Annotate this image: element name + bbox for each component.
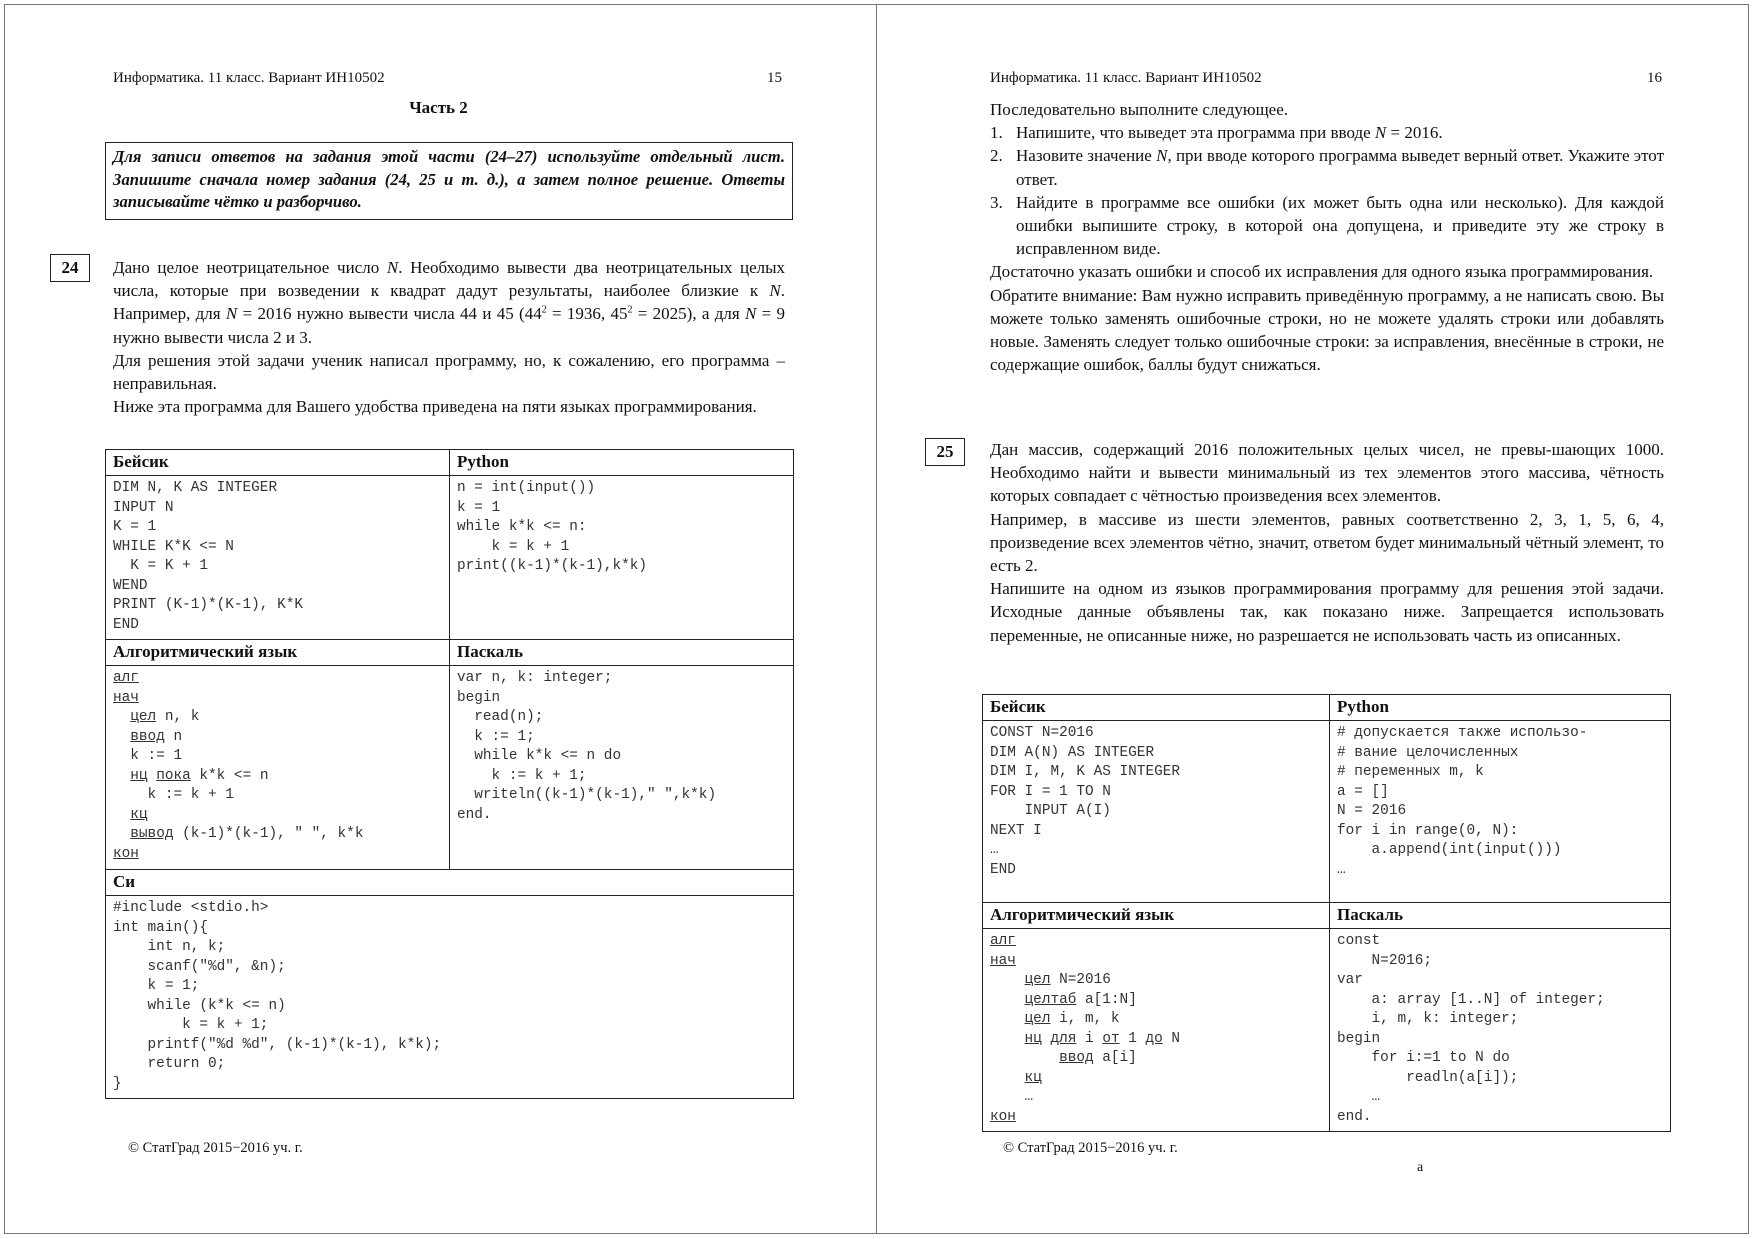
alg-code: алг нач цел N=2016 целтаб a[1:N] цел i, m, k нц для i от 1 до N ввод a[i] кц … кон [990,933,1181,1125]
page-number: 15 [767,70,782,86]
basic-code: CONST N=2016 DIM A(N) AS INTEGER DIM I, M, K AS INTEGER FOR I = 1 TO N INPUT A(I) NEXT I … END [990,725,1180,878]
page-number: 16 [1647,70,1662,86]
python-header: Python [1330,695,1671,721]
part-title: Часть 2 [409,98,468,117]
pascal-code: var n, k: integer; begin read(n); k := 1; while k*k <= n do k := k + 1; writeln((k-1)*(k-1)," ",k*k) end. [457,670,717,823]
page-right [877,0,1754,1239]
c-code: #include <stdio.h> int main(){ int n, k; scanf("%d", &n); k = 1; while (k*k <= n) k = k + 1; printf("%d %d", (k-1)*(k-1), k*k); return 0; } [113,900,442,1092]
instructions-box: Для записи ответов на задания этой части (24–27) используйте отдельный лист. Запишите сначала номер задания (24, 25 и т. д.), а затем полное решение. Ответы записывайте чётко и разборчиво. [105,142,793,220]
python-code: n = int(input()) k = 1 while k*k <= n: k = k + 1 print((k-1)*(k-1),k*k) [457,480,647,574]
alg-header: Алгоритмический язык [983,903,1330,929]
program-table-24 [105,449,794,1099]
task-25-text [990,438,1664,647]
page-footer: © СтатГрад 2015−2016 уч. г. [1003,1140,1178,1156]
task-24-statement: Дано целое неотрицательное число N. Необходимо вывести два неотрицательных целых числа, которые при возведении к квадрат дадут результаты, наиболее близкие к N. Например, для N = 2016 нужно вывести числа 44 и 45 ($44^2 = 1936$, $45^2 = 2025$), а для N = 9 нужно вывести числа 2 и 3. [113,258,786,347]
task-25-para-3: Напишите на одном из языков программирования программу для решения этой задачи. Исходные данные объявлены так, как показано ниже. Запрещается использовать переменные, не описанные ниже, но разрешается не использовать часть из описанных. [990,579,1664,645]
para-enough: Достаточно указать ошибки и способ их исправления для одного языка программирования. [990,262,1654,282]
stray-mark: a [1417,1160,1424,1175]
pascal-code: const N=2016; var a: array [1..N] of integer; i, m, k: integer; begin for i:=1 to N do readln(a[i]); … end. [1337,933,1605,1125]
list-item: 3. Найдите в программе все ошибки (их может быть одна или несколько). Для каждой ошибки выпишите строку, в которой она допущена, и приведите эту же строку в исправленном виде. [990,192,1664,259]
python-header: Python [450,450,794,476]
task-25-para-2: Например, в массиве из шести элементов, равных соответственно 2, 3, 1, 5, 6, 4, произведение всех элементов чётно, значит, ответом будет минимальный чётный элемент, то есть 2. [990,509,1664,576]
page-header: Информатика. 11 класс. Вариант ИН10502 [990,70,1262,86]
task-number-25: 25 [925,438,965,466]
alg-code: алг нач цел n, k ввод n k := 1 нц пока k*k <= n k := k + 1 кц вывод (k-1)*(k-1), " ", k*k кон [113,670,364,862]
program-table-25 [982,694,1671,1132]
c-header: Си [106,870,794,896]
task-24-para-3: Ниже эта программа для Вашего удобства приведена на пяти языках программирования. [113,397,757,417]
task-number-24: 24 [50,254,90,282]
pascal-header: Паскаль [1330,903,1671,929]
task-24-text [113,256,785,418]
steps-list [990,121,1664,260]
task-24-instructions [990,98,1664,376]
page-footer: © СтатГрад 2015−2016 уч. г. [128,1140,303,1156]
para-attention: Обратите внимание: Вам нужно исправить приведённую программу, а не написать свою. Вы можете только заменять ошибочные строки, но не можете удалять строки или добавлять новые. Заменять следует только ошибочные строки: за исправления, внесённые в строки, не содержащие ошибок, баллы будут снижаться. [990,285,1664,375]
task-24-para-2: Для решения этой задачи ученик написал программу, но, к сожалению, его программа – неправильная. [113,350,785,394]
pascal-header: Паскаль [450,640,794,666]
python-code: # допускается также использо- # вание целочисленных # переменных m, k a = [] N = 2016 for i in range(0, N): a.append(int(input())) … [1337,725,1588,878]
alg-header: Алгоритмический язык [106,640,450,666]
page-header: Информатика. 11 класс. Вариант ИН10502 [113,70,385,86]
intro-line: Последовательно выполните следующее. [990,100,1289,119]
basic-code: DIM N, K AS INTEGER INPUT N K = 1 WHILE K*K <= N K = K + 1 WEND PRINT (K-1)*(K-1), K*K END [113,480,303,633]
basic-header: Бейсик [983,695,1330,721]
list-item: 2. Назовите значение N, при вводе которого программа выведет верный ответ. Укажите этот ответ. [990,146,1664,189]
basic-header: Бейсик [106,450,450,476]
task-25-para-1: Дан массив, содержащий 2016 положительных целых чисел, не превы-шающих 1000. Необходимо найти и вывести минимальный из тех элементов этого массива, чётность которых совпадает с чётностью произведения всех элементов. [990,440,1664,506]
list-item: 1. Напишите, что выведет эта программа при вводе N = 2016. [990,123,1443,143]
